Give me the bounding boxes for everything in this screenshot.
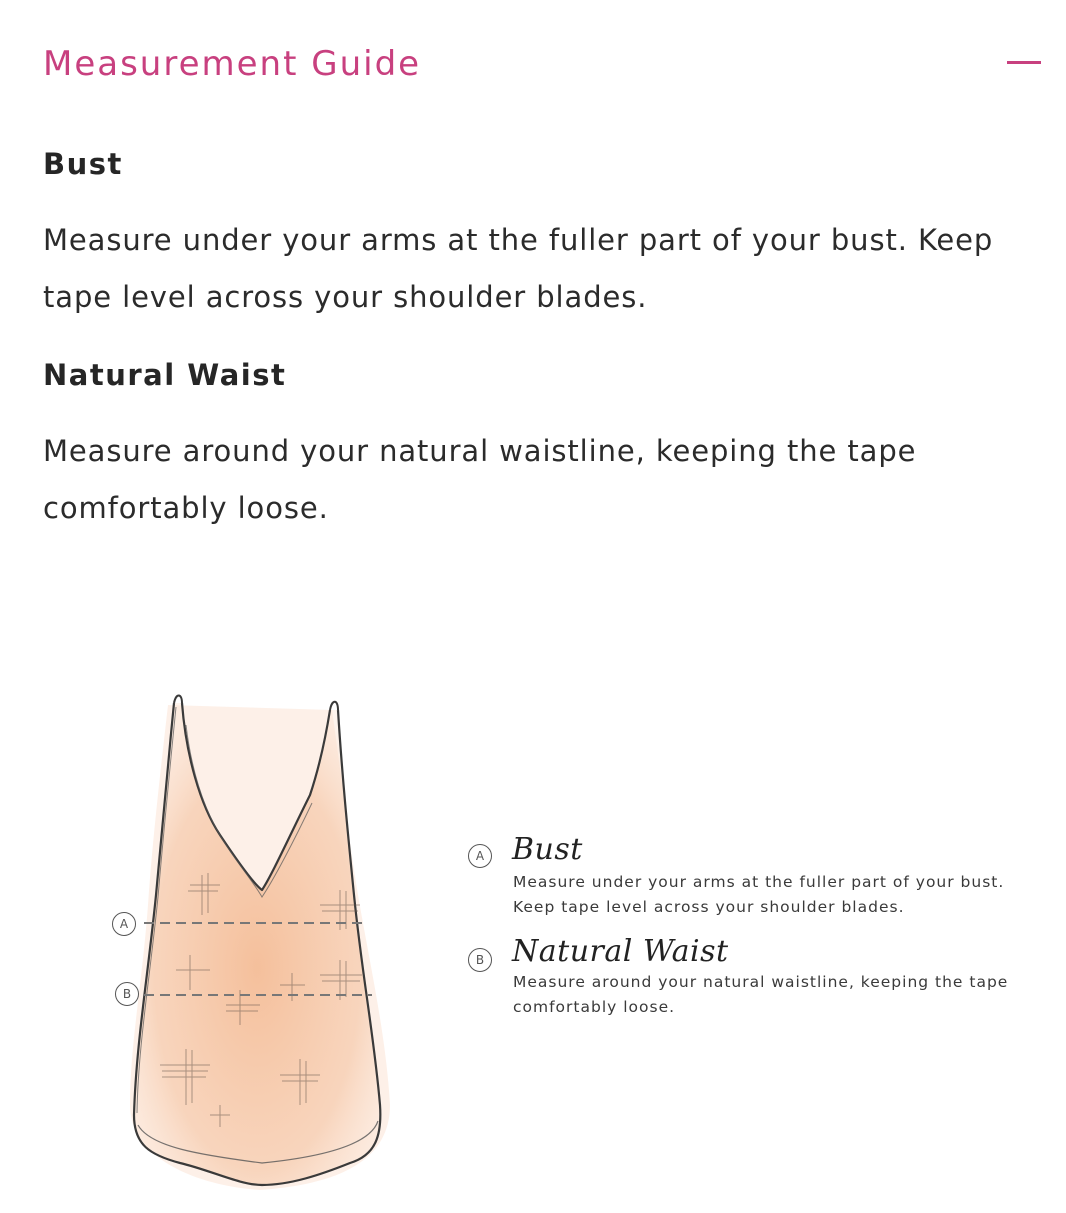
garment-marker-b: B bbox=[115, 982, 139, 1006]
illustration-legend bbox=[468, 830, 1028, 1050]
accordion-title: Measurement Guide bbox=[43, 44, 422, 84]
legend-text-natural-waist: Measure around your natural waistline, keeping the tape comfortably loose. bbox=[513, 973, 1009, 1016]
legend-marker-a: A bbox=[468, 844, 492, 868]
garment-marker-a: A bbox=[112, 912, 136, 936]
tank-top-sketch-icon bbox=[90, 685, 410, 1205]
legend-title-bust: Bust bbox=[512, 832, 583, 867]
section-body-natural-waist: Measure around your natural waistline, keeping the tape comfortably loose. bbox=[43, 434, 917, 525]
legend-title-natural-waist: Natural Waist bbox=[512, 934, 729, 969]
section-body-bust: Measure under your arms at the fuller part of your bust. Keep tape level across your shoulder blades. bbox=[43, 223, 994, 314]
legend-marker-b: B bbox=[468, 948, 492, 972]
section-heading-natural-waist: Natural Waist bbox=[43, 358, 287, 392]
section-heading-bust: Bust bbox=[43, 147, 123, 181]
legend-text-bust: Measure under your arms at the fuller part of your bust. Keep tape level across your shoulder blades. bbox=[513, 873, 1005, 916]
measurement-guide-accordion-header[interactable] bbox=[43, 40, 1041, 90]
measurement-illustration bbox=[0, 660, 1066, 1213]
minus-icon[interactable] bbox=[1007, 61, 1041, 64]
